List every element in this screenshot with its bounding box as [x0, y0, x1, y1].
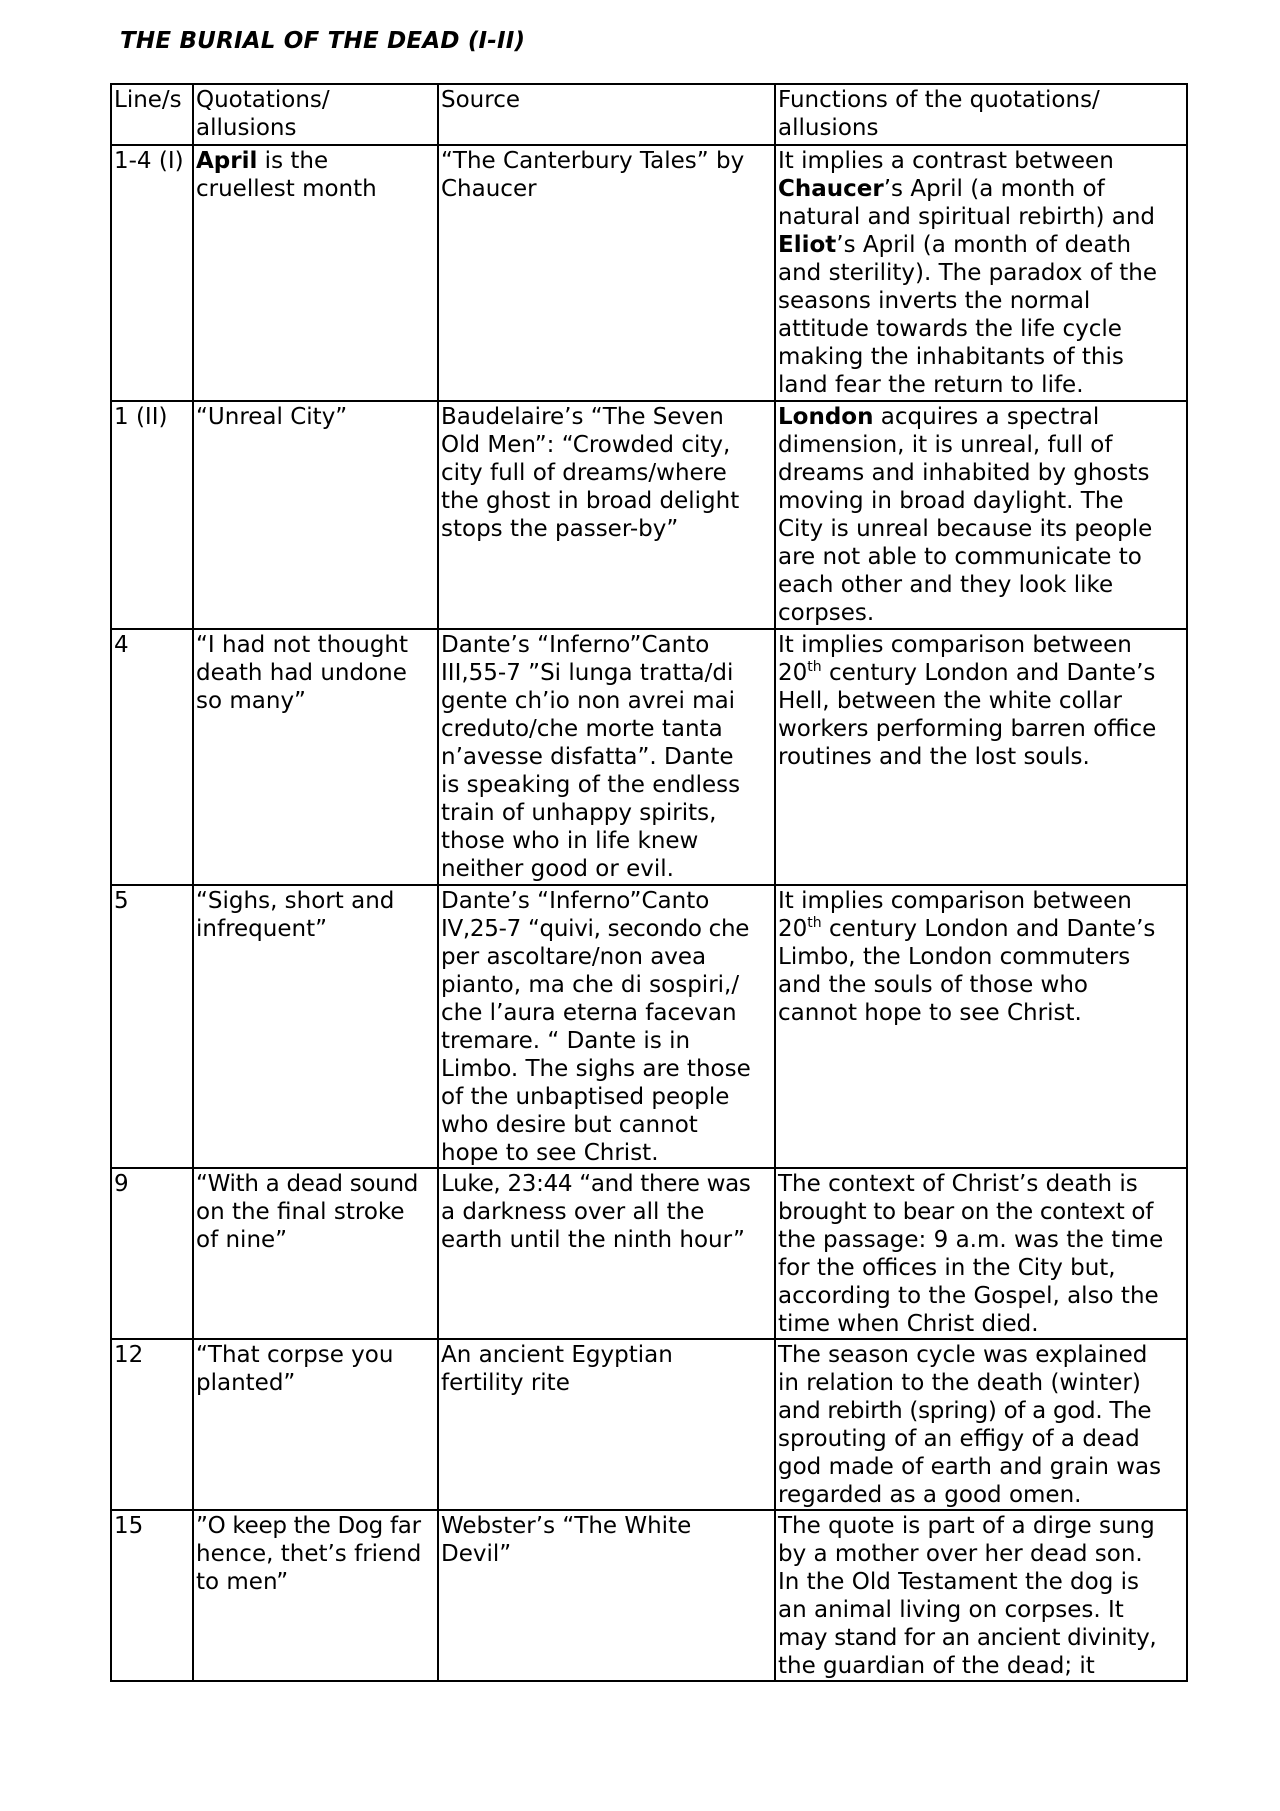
quote-cell: “Sighs, short and infrequent” [193, 885, 438, 1168]
line-cell: 9 [111, 1168, 193, 1339]
quote-cell: ”O keep the Dog far hence, thet’s friend to men” [193, 1510, 438, 1681]
quote-cell: “With a dead sound on the final stroke of nine” [193, 1168, 438, 1339]
quote-cell: “I had not thought death had undone so many” [193, 629, 438, 885]
page-title: THE BURIAL OF THE DEAD (I-II) [120, 28, 526, 54]
table-row [111, 1168, 1187, 1339]
function-cell: London acquires a spectral dimension, it is unreal, full of dreams and inhabited by ghosts moving in broad daylight. The City is unreal because its people are not able to communicate to each other and they look like corpses. [775, 401, 1187, 629]
source-cell: An ancient Egyptian fertility rite [438, 1339, 775, 1510]
line-cell: 5 [111, 885, 193, 1168]
header-functions: Functions of the quotations/ allusions [775, 84, 1187, 145]
table-row [111, 885, 1187, 1168]
function-cell: It implies comparison between 20th century London and Dante’s Hell, between the white collar workers performing barren office routines and the lost souls. [775, 629, 1187, 885]
quote-cell: “That corpse you planted” [193, 1339, 438, 1510]
source-cell: Luke, 23:44 “and there was a darkness over all the earth until the ninth hour” [438, 1168, 775, 1339]
line-cell: 15 [111, 1510, 193, 1681]
line-cell: 1 (II) [111, 401, 193, 629]
source-cell: “The Canterbury Tales” by Chaucer [438, 145, 775, 401]
line-cell: 12 [111, 1339, 193, 1510]
table-row [111, 1339, 1187, 1510]
quote-cell: “Unreal City” [193, 401, 438, 629]
source-cell: Baudelaire’s “The Seven Old Men”: “Crowded city, city full of dreams/where the ghost in broad delight stops the passer-by” [438, 401, 775, 629]
quote-cell: April is the cruellest month [193, 145, 438, 401]
function-cell: It implies comparison between 20th century London and Dante’s Limbo, the London commuters and the souls of those who cannot hope to see Christ. [775, 885, 1187, 1168]
function-cell: The quote is part of a dirge sung by a mother over her dead son. In the Old Testament the dog is an animal living on corpses. It may stand for an ancient divinity, the guardian of the dead; it [775, 1510, 1187, 1681]
table-row [111, 145, 1187, 401]
function-cell: The season cycle was explained in relation to the death (winter) and rebirth (spring) of a god. The sprouting of an effigy of a dead god made of earth and grain was regarded as a good omen. [775, 1339, 1187, 1510]
header-line: Line/s [111, 84, 193, 145]
quotations-table [110, 83, 1188, 1682]
source-cell: Dante’s “Inferno”Canto III,55-7 ”Si lunga tratta/di gente ch’io non avrei mai creduto/che morte tanta n’avesse disfatta”. Dante is speaking of the endless train of unhappy spirits, those who in life knew neither good or evil. [438, 629, 775, 885]
header-source: Source [438, 84, 775, 145]
line-cell: 1-4 (I) [111, 145, 193, 401]
function-cell: It implies a contrast between Chaucer’s April (a month of natural and spiritual rebirth) and Eliot’s April (a month of death and sterility). The paradox of the seasons inverts the normal attitude towards the life cycle making the inhabitants of this land fear the return to life. [775, 145, 1187, 401]
table-row [111, 1510, 1187, 1681]
line-cell: 4 [111, 629, 193, 885]
quote-bold: April [196, 148, 258, 174]
table-row [111, 629, 1187, 885]
source-cell: Dante’s “Inferno”Canto IV,25-7 “quivi, secondo che per ascoltare/non avea pianto, ma che di sospiri,/ che l’aura eterna facevan tremare. “ Dante is in Limbo. The sighs are those of the unbaptised people who desire but cannot hope to see Christ. [438, 885, 775, 1168]
header-quotations: Quotations/ allusions [193, 84, 438, 145]
source-cell: Webster’s “The White Devil” [438, 1510, 775, 1681]
header-row [111, 84, 1187, 145]
function-cell: The context of Christ’s death is brought to bear on the context of the passage: 9 a.m. was the time for the offices in the City but, according to the Gospel, also the time when Christ died. [775, 1168, 1187, 1339]
table-row [111, 401, 1187, 629]
